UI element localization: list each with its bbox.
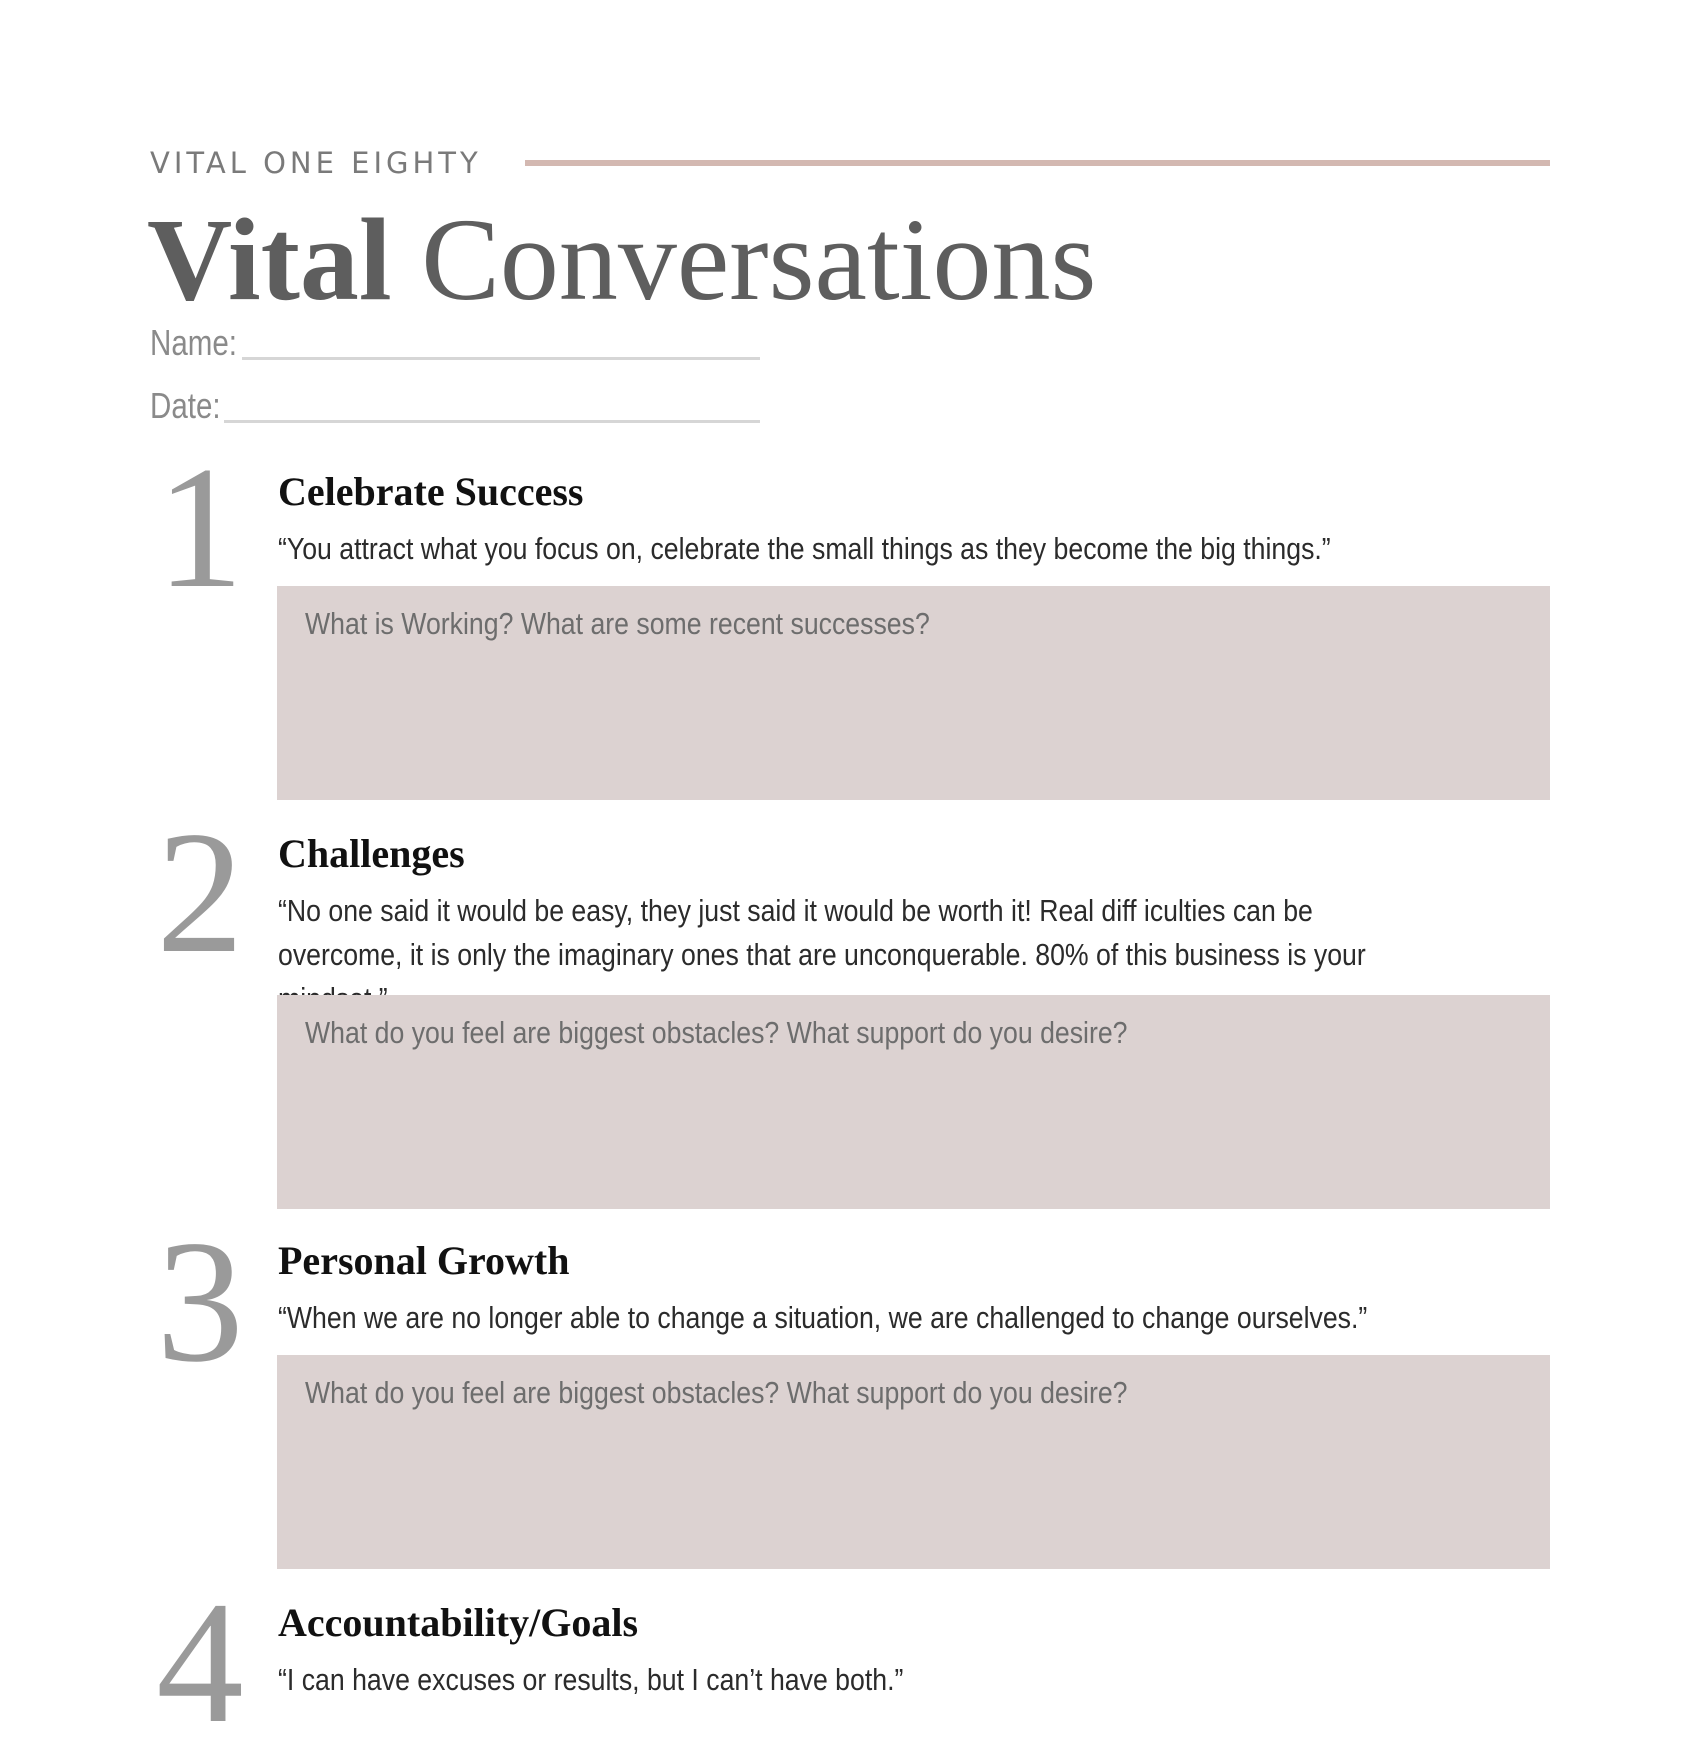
date-field[interactable] (150, 381, 760, 431)
response-prompt: What do you feel are biggest obstacles? What support do you desire? (305, 1015, 1128, 1050)
response-prompt: What is Working? What are some recent successes? (305, 606, 930, 641)
section-number: 4 (156, 1565, 244, 1759)
brand-name: VITAL ONE EIGHTY (150, 146, 482, 180)
brand-divider (525, 160, 1550, 166)
section-number: 2 (156, 795, 244, 989)
date-label: Date: (150, 385, 221, 426)
brand-header (150, 143, 1550, 183)
page-title-bold: Vital (147, 194, 392, 325)
date-input-line[interactable] (224, 420, 760, 423)
section-heading: Challenges (278, 831, 465, 876)
response-box[interactable] (277, 995, 1550, 1209)
section-quote: “I can have excuses or results, but I can’t have both.” (278, 1662, 904, 1697)
section-number: 3 (156, 1204, 244, 1398)
name-label: Name: (150, 322, 237, 363)
section-quote: “You attract what you focus on, celebrate the small things as they become the big things.” (278, 531, 1331, 566)
page-title (147, 195, 1096, 325)
section-heading: Personal Growth (278, 1238, 570, 1283)
response-box[interactable] (277, 586, 1550, 800)
section-number: 1 (156, 430, 244, 624)
name-input-line[interactable] (242, 357, 760, 360)
section-quote: “No one said it would be easy, they just said it would be worth it! Real diff iculties can be overcome, it is only the imaginary ones that are unconquerable. 80% of this business is your (278, 893, 1366, 972)
response-box[interactable] (277, 1355, 1550, 1569)
response-prompt: What do you feel are biggest obstacles? What support do you desire? (305, 1375, 1128, 1410)
section-heading: Accountability/Goals (278, 1600, 639, 1645)
section-heading: Celebrate Success (278, 469, 584, 514)
name-field[interactable] (150, 318, 760, 368)
page-title-light: Conversations (421, 194, 1097, 325)
section-quote: “When we are no longer able to change a situation, we are challenged to change ourselves.” (278, 1300, 1368, 1335)
